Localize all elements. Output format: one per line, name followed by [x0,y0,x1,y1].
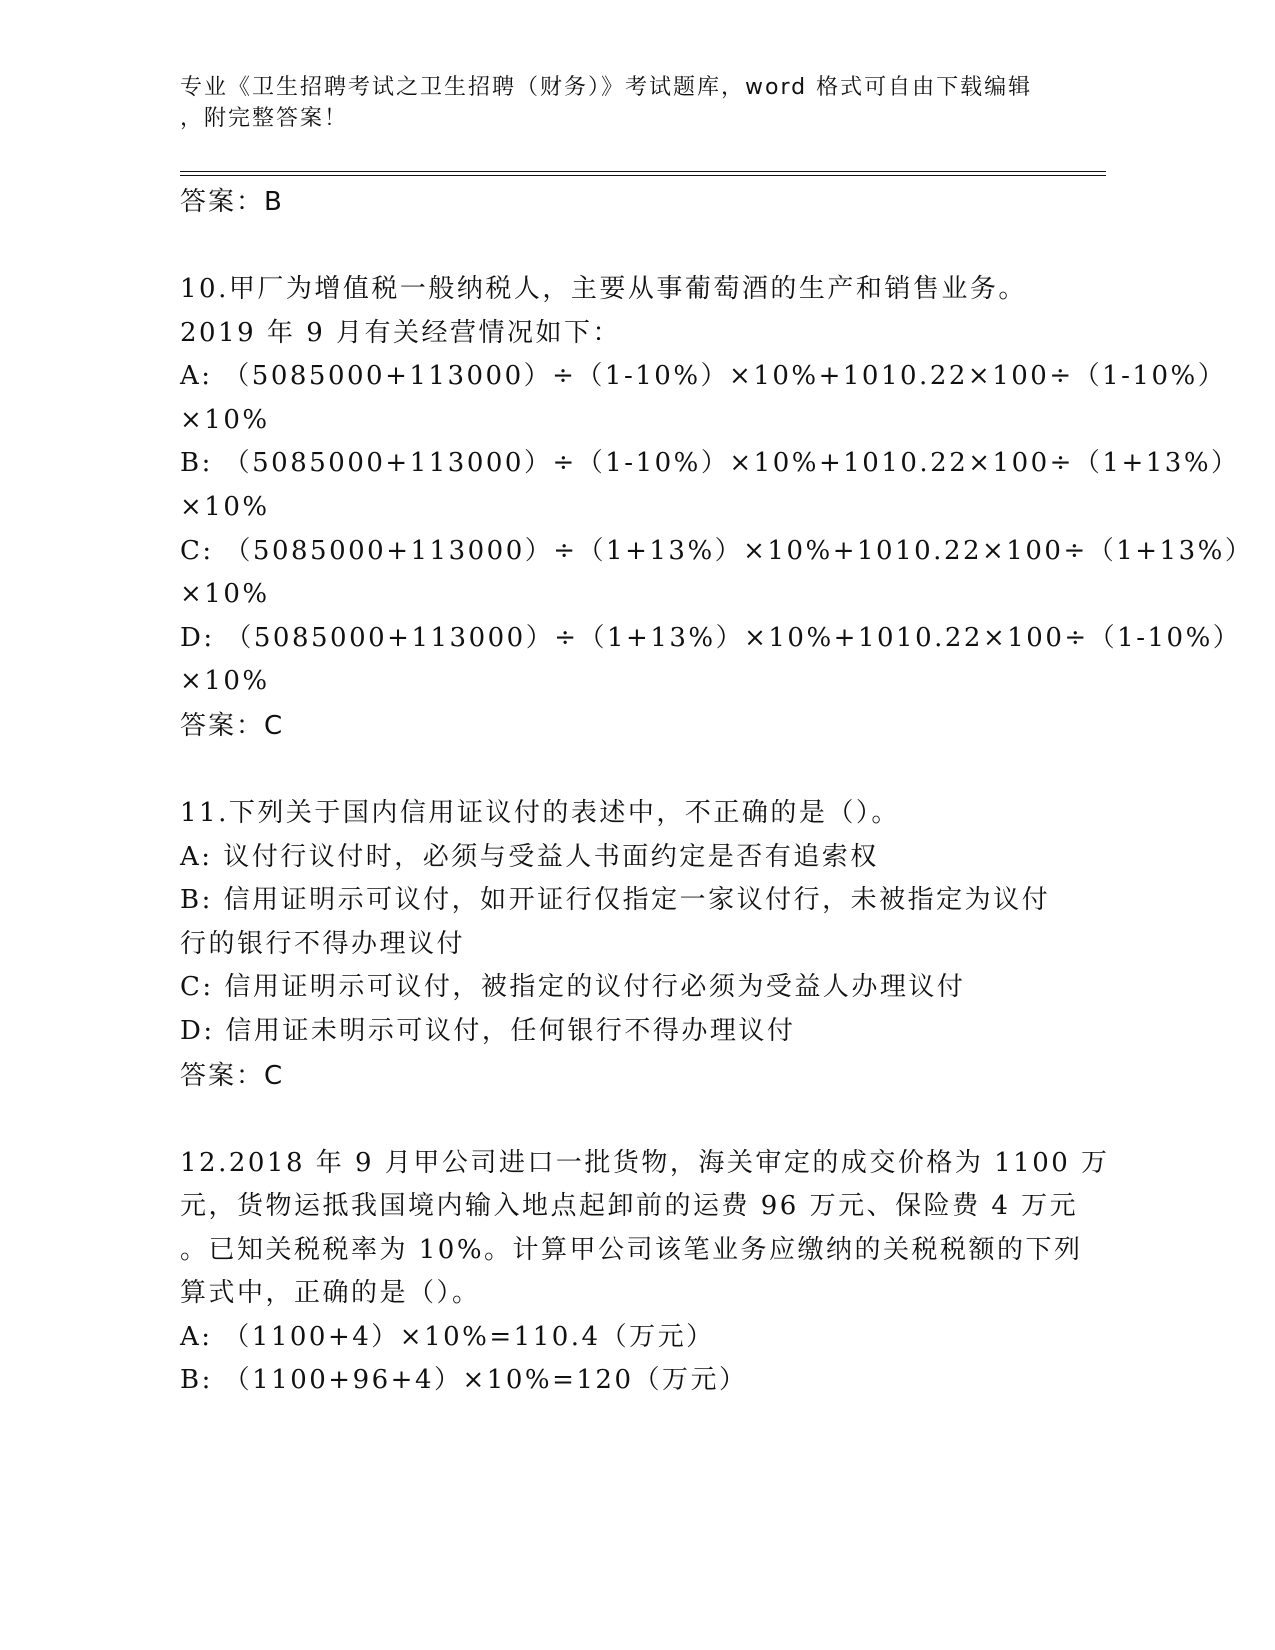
option-a: A: （1100+4）×10%=110.4（万元） [180,1321,715,1352]
spacer [180,748,1060,792]
option-d: D: （5085000+113000）÷（1+13%）×10%+1010.22×100÷（1-10%） [180,622,1242,653]
question-10 [180,268,1254,748]
question-12 [180,1142,1110,1404]
question-stem: 元，货物运抵我国境内输入地点起卸前的运费 96 万元、保险费 4 万元 [180,1191,1079,1222]
option-a: A: （5085000+113000）÷（1-10%）×10%+1010.22×100÷（1-10%） [180,361,1227,392]
answer-line: 答案：C [180,710,285,741]
header-rule-top [180,171,1106,172]
spacer [180,224,1060,268]
document-body [180,180,1254,1403]
spacer [180,1098,1060,1142]
option-d: D: 信用证未明示可议付，任何银行不得办理议付 [180,1015,796,1046]
question-stem: 11.下列关于国内信用证议付的表述中，不正确的是（）。 [180,797,900,828]
option-c: C: 信用证明示可议付，被指定的议付行必须为受益人办理议付 [180,972,966,1003]
header-line-2: ，附完整答案！ [180,106,349,131]
option-a-cont: ×10% [180,404,270,435]
question-stem: 12.2018 年 9 月甲公司进口一批货物，海关审定的成交价格为 1100 万 [180,1147,1110,1178]
question-stem: 2019 年 9 月有关经营情况如下： [180,317,622,348]
option-b-cont: ×10% [180,491,270,522]
option-d-cont: ×10% [180,666,270,697]
question-11 [180,792,1060,1098]
option-b-cont: 行的银行不得办理议付 [180,928,466,959]
option-b: B: （1100+96+4）×10%=120（万元） [180,1365,748,1396]
option-a: A: 议付行议付时，必须与受益人书面约定是否有追索权 [180,841,879,872]
question-stem: 10.甲厂为增值税一般纳税人，主要从事葡萄酒的生产和销售业务。 [180,274,1027,304]
answer-line: 答案：C [180,1060,285,1091]
option-c-cont: ×10% [180,579,270,610]
header-rule-bottom [180,175,1106,176]
option-b: B: （5085000+113000）÷（1-10%）×10%+1010.22×100÷（1+13%） [180,448,1240,479]
question-stem: 。已知关税税率为 10%。计算甲公司该笔业务应缴纳的关税税额的下列 [180,1234,1083,1265]
option-c: C: （5085000+113000）÷（1+13%）×10%+1010.22×100÷（1+13%） [180,535,1254,566]
question-stem: 算式中，正确的是（）。 [180,1278,481,1309]
header-line-1: 专业《卫生招聘考试之卫生招聘（财务）》考试题库，word 格式可自由下载编辑 [180,75,1033,100]
document-header [180,72,1060,134]
answer-line: 答案：B [180,187,284,217]
option-b: B: 信用证明示可议付，如开证行仅指定一家议付行，未被指定为议付 [180,885,1051,916]
